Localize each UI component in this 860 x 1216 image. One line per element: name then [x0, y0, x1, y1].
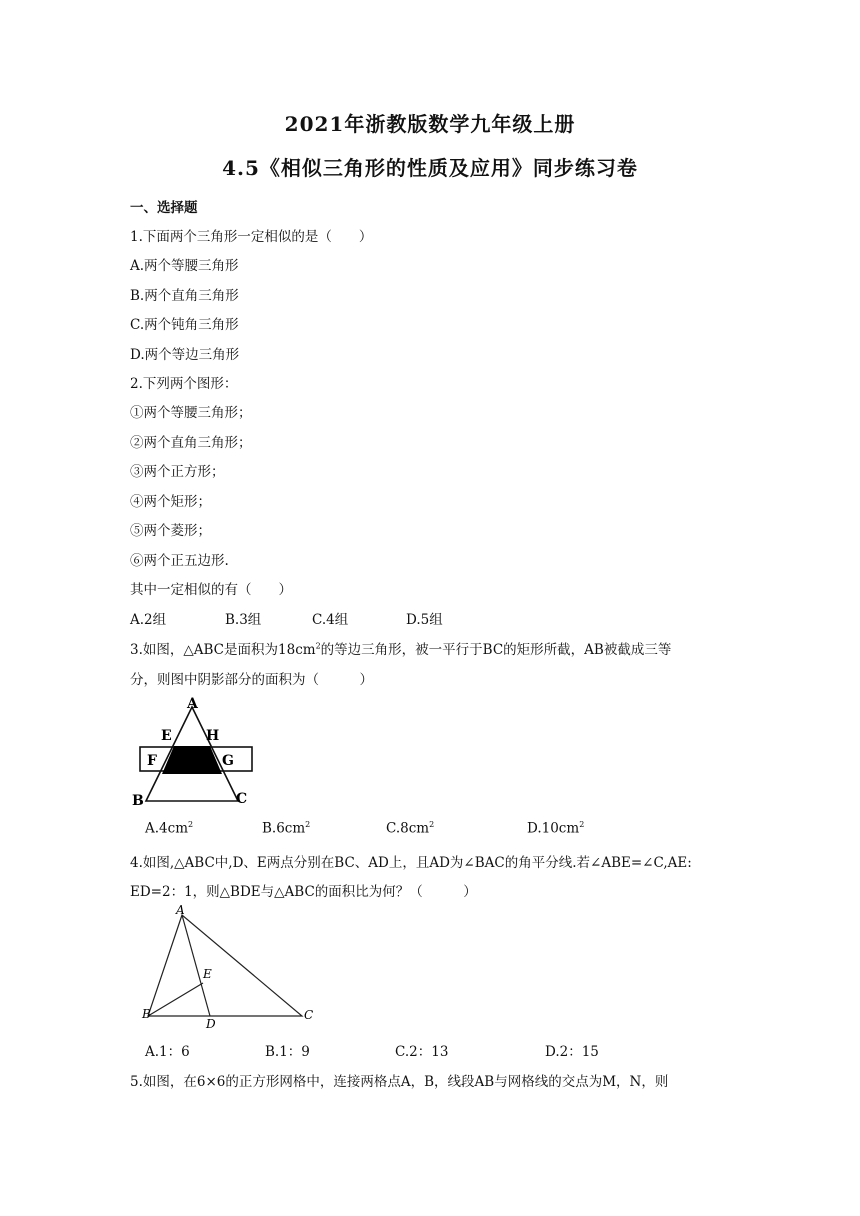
q2-stem: 2.下列两个图形： [130, 376, 238, 392]
q3-option-c [386, 820, 434, 837]
q4-segment-be [148, 983, 203, 1016]
q3-option-c-sup: 2 [429, 820, 435, 829]
q3-option-b-text: B.6cm [262, 820, 306, 837]
q1-stem: 1.下面两个三角形一定相似的是（ ） [130, 229, 373, 245]
q2-option-d: D.5组 [406, 612, 443, 628]
q3-label-g: G [222, 753, 234, 769]
q3-label-c: C [236, 791, 248, 807]
q2-item-2: ②两个直角三角形； [130, 435, 252, 451]
q5-stem-line1: 5.如图，在6×6的正方形网格中，连接两格点A，B，线段AB与网格线的交点为M，N，则 [130, 1074, 669, 1090]
q1-option-d: D.两个等边三角形 [130, 347, 240, 363]
q4-option-a: A.1：6 [145, 1044, 190, 1060]
q2-item-3: ③两个正方形； [130, 464, 225, 480]
q4-label-a: A [176, 903, 185, 917]
q4-figure [140, 900, 320, 1030]
q4-option-b: B.1：9 [265, 1044, 310, 1060]
q2-item-1: ①两个等腰三角形； [130, 405, 252, 421]
q3-option-d-sup: 2 [579, 820, 585, 829]
q4-label-e: E [203, 967, 212, 981]
q2-item-6: ⑥两个正五边形. [130, 553, 229, 569]
q2-question: 其中一定相似的有（ ） [130, 582, 292, 598]
q4-label-d: D [206, 1017, 216, 1030]
q3-stem-line2: 分，则图中阴影部分的面积为（ ） [130, 672, 373, 688]
q2-option-b: B.3组 [225, 612, 262, 628]
q3-option-d [527, 820, 584, 837]
q4-option-d: D.2：15 [545, 1044, 599, 1060]
q3-label-e: E [161, 728, 172, 744]
q2-option-c: C.4组 [312, 612, 349, 628]
doc-title-line2: 4.5《相似三角形的性质及应用》同步练习卷 [222, 156, 638, 180]
q2-item-4: ④两个矩形； [130, 494, 211, 510]
section-heading: 一、选择题 [130, 200, 198, 216]
q3-stem-text: 3.如图，△ABC是面积为18cm [130, 642, 316, 658]
q1-option-a: A.两个等腰三角形 [130, 258, 239, 274]
q3-label-a: A [187, 696, 198, 712]
q3-label-b: B [132, 793, 144, 809]
q1-option-b: B.两个直角三角形 [130, 288, 239, 304]
q1-option-c: C.两个钝角三角形 [130, 317, 239, 333]
q3-option-a-sup: 2 [188, 820, 194, 829]
q3-stem-text-cont: 的等边三角形，被一平行于BC的矩形所截，AB被截成三等 [320, 642, 672, 658]
q3-stem-superscript: 2 [315, 641, 321, 651]
q3-option-d-text: D.10cm [527, 820, 580, 837]
doc-title-line1: 2021年浙教版数学九年级上册 [284, 112, 576, 136]
q3-label-h: H [206, 728, 220, 744]
q4-triangle [148, 915, 302, 1016]
q3-label-f: F [147, 753, 157, 769]
q4-label-c: C [304, 1008, 314, 1022]
q3-option-a-text: A.4cm [145, 820, 188, 837]
q3-stem-line1 [130, 638, 671, 658]
q4-label-b: B [142, 1007, 151, 1021]
q3-option-c-text: C.8cm [386, 820, 430, 837]
q4-stem-line2: ED=2：1，则△BDE与△ABC的面积比为何？（ ） [130, 884, 477, 900]
q3-option-b-sup: 2 [305, 820, 311, 829]
q3-option-b [262, 820, 310, 837]
q2-option-a: A.2组 [130, 612, 167, 628]
q4-stem-line1: 4.如图,△ABC中,D、E两点分别在BC、AD上，且AD为∠BAC的角平分线.若∠ABE=∠C,AE: [130, 855, 692, 871]
q4-option-c: C.2：13 [395, 1044, 449, 1060]
q3-figure [130, 695, 260, 810]
q2-item-5: ⑤两个菱形； [130, 523, 211, 539]
q4-segment-ad [182, 915, 210, 1016]
q3-option-a [145, 820, 193, 837]
